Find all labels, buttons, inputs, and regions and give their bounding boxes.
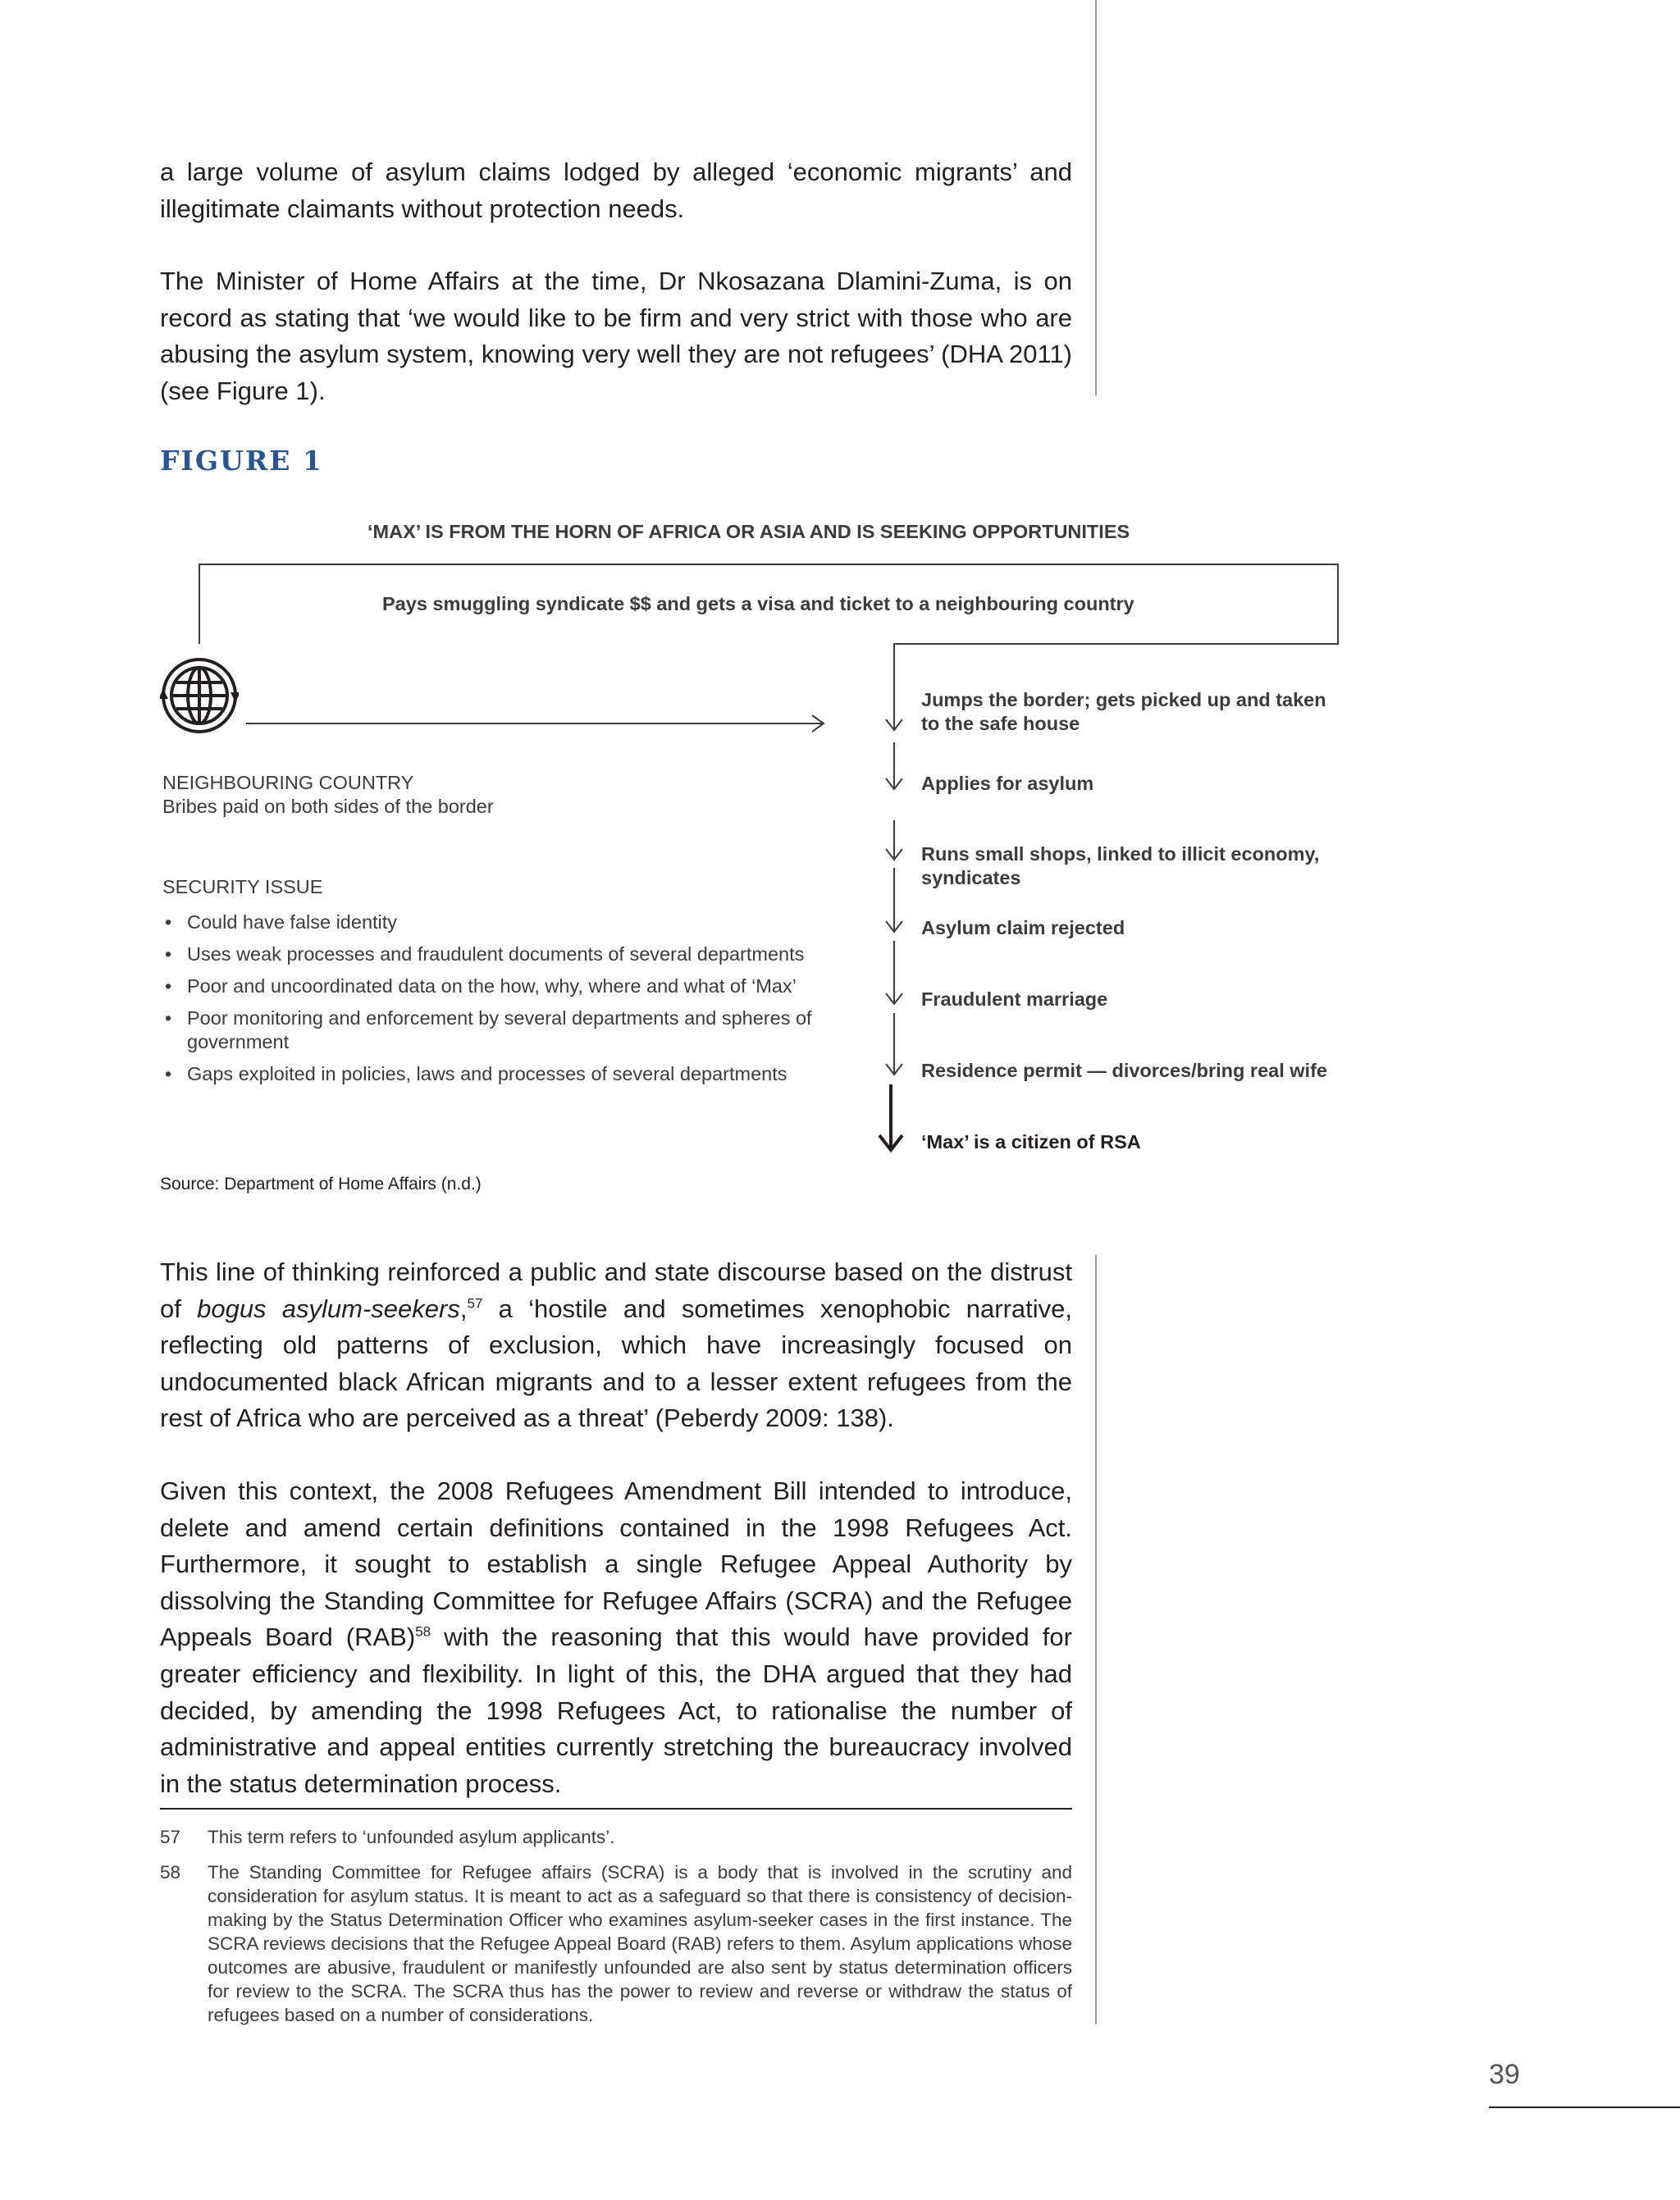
- security-item: • Could have false identity: [162, 911, 835, 934]
- flow-step-2: Applies for asylum: [921, 773, 1094, 794]
- security-item: • Uses weak processes and fraudulent documents of several departments: [162, 943, 835, 966]
- security-item: • Poor and uncoordinated data on the how, why, where and what of ‘Max’: [162, 974, 835, 998]
- body-text: [160, 1254, 1072, 1838]
- margin-rule-bottom: [1095, 1255, 1097, 2024]
- neighbouring-country-title: NEIGHBOURING COUNTRY: [162, 772, 414, 793]
- body-paragraph-3: This line of thinking reinforced a public and state discourse based on the distrust of bogus asylum-seekers,$^{57}$ a ‘hostile and sometimes xenophobic narrative, reflecting old patterns of exclusion, which have increasingly focused on undocumented black African migrants and to a lesser extent refugees from the rest of Africa who are perceived as a threat’ (Peberdy 2009: 138).: [160, 1257, 1072, 1433]
- figure-source: Source: Department of Home Affairs (n.d.): [160, 1175, 482, 1194]
- figure-heading: ‘MAX’ IS FROM THE HORN OF AFRICA OR ASIA AND IS SEEKING OPPORTUNITIES: [368, 521, 1130, 542]
- flow-step-3: Runs small shops, linked to illicit economy, syndicates: [921, 843, 1320, 888]
- page-number: 39: [1489, 2059, 1520, 2090]
- footnote-ref-57[interactable]: 57: [467, 1295, 483, 1312]
- intro-paragraph-2: The Minister of Home Affairs at the time, Dr Nkosazana Dlamini-Zuma, is on record as stating that ‘we would like to be firm and very strict with those who are abusing the asylum system, knowing very well they are not refugees’ (DHA 2011) (see Figure 1).: [160, 267, 1072, 405]
- security-issue-list: [162, 911, 835, 1094]
- footnote-58: [160, 1860, 1072, 2027]
- footnote-ref-58[interactable]: 58: [415, 1624, 431, 1641]
- flow-step-7: ‘Max’ is a citizen of RSA: [921, 1131, 1141, 1152]
- box-text: Pays smuggling syndicate $$ and gets a visa and ticket to a neighbouring country: [382, 593, 1134, 614]
- footnote-number: 57: [160, 1827, 181, 1847]
- flow-step-5: Fraudulent marriage: [921, 988, 1108, 1010]
- intro-paragraph-1: a large volume of asylum claims lodged by alleged ‘economic migrants’ and illegitimate claimants without protection needs.: [160, 157, 1072, 223]
- footnote-text: This term refers to ‘unfounded asylum applicants’.: [208, 1827, 615, 1847]
- footnote-57: [160, 1825, 1072, 1849]
- flow-step-4: Asylum claim rejected: [921, 917, 1125, 938]
- security-item: • Poor monitoring and enforcement by several departments and spheres of government: [162, 1006, 835, 1054]
- security-item: • Gaps exploited in policies, laws and processes of several departments: [162, 1062, 835, 1086]
- body-paragraph-4: Given this context, the 2008 Refugees Amendment Bill intended to introduce, delete and amend certain definitions contained in the 1998 Refugees Act. Furthermore, it sought to establish a single Refugee Appeal Authority by dissolving the Standing Committee for Refugee Affairs (SCRA) and the Refugee Appeals Board (RAB)$^{58}$ with the reasoning that this would have provided for greater efficiency and flexibility. In light of this, the DHA argued that they had decided, by amending the 1998 Refugees Act, to rationalise the number of administrative and appeal entities currently stretching the bureaucracy involved in the status determination process.: [160, 1476, 1072, 1798]
- globe-icon: [160, 656, 239, 735]
- figure-title: FIGURE 1: [160, 445, 323, 477]
- security-issue-title: SECURITY ISSUE: [162, 876, 323, 897]
- flow-step-1: Jumps the border; gets picked up and taken to the safe house: [921, 689, 1326, 734]
- flow-step-6: Residence permit — divorces/bring real wife: [921, 1060, 1327, 1081]
- footnote-rule: [160, 1808, 1072, 1810]
- footnote-number: 58: [160, 1862, 181, 1883]
- neighbouring-country-subtitle: Bribes paid on both sides of the border: [162, 796, 494, 817]
- page-number-rule: [1489, 2106, 1680, 2108]
- footnote-text: The Standing Committee for Refugee affairs (SCRA) is a body that is involved in the scrutiny and consideration for asylum status. It is meant to act as a safeguard so that there is consistency of decision-making by the Status Determination Officer who examines asylum-seeker cases in the first instance. The SCRA reviews decisions that the Refugee Appeal Board (RAB) refers to them. Asylum applications whose outcomes are abusive, fraudulent or manifestly unfounded are also sent by status determination officers for review to the SCRA. The SCRA thus has the power to review and reverse or withdraw the status of refugees based on a number of considerations.: [208, 1862, 1072, 2025]
